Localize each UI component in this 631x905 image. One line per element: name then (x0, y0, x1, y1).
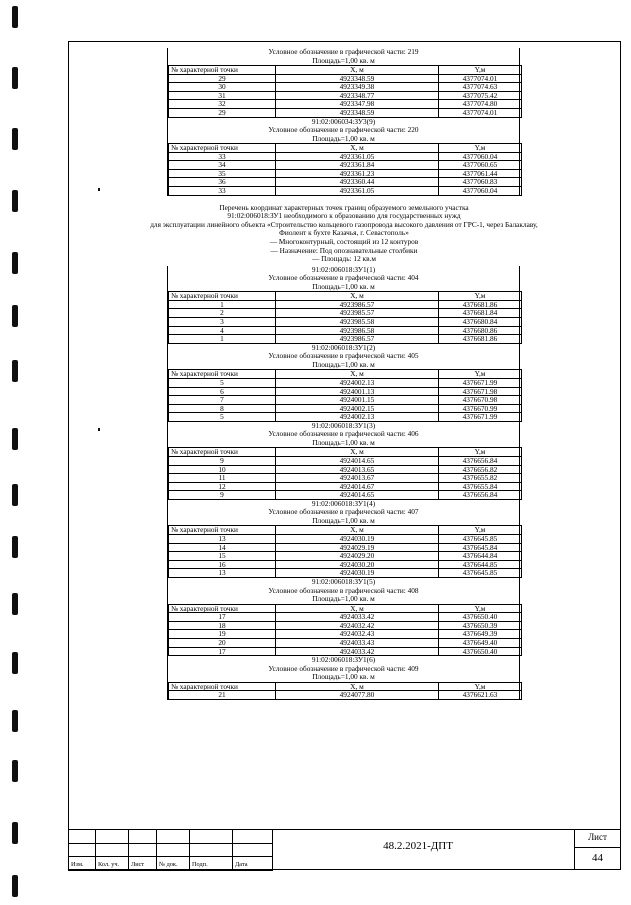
column-header-y: Y,м (439, 144, 522, 153)
table-row (169, 457, 522, 466)
point-number-cell: 33 (169, 187, 276, 196)
table-row (169, 613, 522, 622)
x-coordinate-cell: 4924002.13 (276, 413, 439, 422)
coordinates-table (168, 65, 522, 118)
x-coordinate-cell: 4924014.65 (276, 491, 439, 500)
table-header-row (169, 604, 522, 613)
designation-line: Условное обозначение в графической части: 220 (268, 125, 419, 135)
table-row (169, 326, 522, 335)
x-coordinate-cell: 4924013.65 (276, 465, 439, 474)
stamp-label: № док. (159, 861, 178, 868)
parcel-id: 91:02:006018:ЗУ1(4) (311, 498, 376, 508)
coordinates-table (168, 369, 522, 422)
y-coordinate-cell: 4376681.84 (439, 309, 522, 318)
coordinates-table (168, 525, 522, 578)
point-number-cell: 17 (169, 647, 276, 656)
point-number-cell: 35 (169, 169, 276, 178)
parcel-id: 91:02:006018:ЗУ1(2) (311, 342, 376, 352)
table-row (169, 482, 522, 491)
column-header-x: X, м (276, 682, 439, 691)
x-coordinate-cell: 4923361.84 (276, 161, 439, 170)
point-number-cell: 6 (169, 387, 276, 396)
x-coordinate-cell: 4924030.19 (276, 569, 439, 578)
point-number-cell: 33 (169, 152, 276, 161)
y-coordinate-cell: 4376670.98 (439, 396, 522, 405)
area-line: Площадь=1,00 кв. м (312, 359, 375, 369)
point-number-cell: 18 (169, 621, 276, 630)
table-row (169, 396, 522, 405)
column-header-y: Y,м (439, 682, 522, 691)
stamp-label: Дата (235, 861, 248, 868)
stamp-cell (156, 843, 190, 858)
x-coordinate-cell: 4924032.43 (276, 630, 439, 639)
y-coordinate-cell: 4376671.98 (439, 387, 522, 396)
area-line: Площадь=1,00 кв. м (312, 55, 375, 65)
point-number-cell: 8 (169, 404, 276, 413)
point-number-cell: 21 (169, 691, 276, 700)
coordinates-table (168, 604, 522, 657)
column-header-x: X, м (276, 604, 439, 613)
binding-hole (12, 305, 18, 327)
stamp-cell (232, 843, 273, 858)
parcel-block (167, 118, 520, 196)
column-header-y: Y,м (439, 292, 522, 301)
point-number-cell: 19 (169, 630, 276, 639)
table-row (169, 178, 522, 187)
document-code: 48.2.2021-ДПТ (383, 840, 453, 852)
y-coordinate-cell: 4377074.01 (439, 108, 522, 117)
coordinates-table (168, 143, 522, 196)
coordinates-table (168, 447, 522, 500)
column-header-point: № характерной точки (169, 682, 276, 691)
table-header-row (169, 682, 522, 691)
y-coordinate-cell: 4377060.65 (439, 161, 522, 170)
table-header-row (169, 448, 522, 457)
x-coordinate-cell: 4924033.42 (276, 647, 439, 656)
stamp-cell (189, 829, 233, 844)
y-coordinate-cell: 4376671.99 (439, 378, 522, 387)
x-coordinate-cell: 4923986.58 (276, 326, 439, 335)
column-header-point: № характерной точки (169, 292, 276, 301)
designation-line: Условное обозначение в графической части: 409 (268, 663, 419, 673)
column-header-point: № характерной точки (169, 448, 276, 457)
binding-hole (12, 536, 18, 558)
parcel-id: 91:02:006018:ЗУ1(5) (311, 577, 376, 587)
designation-line: Условное обозначение в графической части: 408 (268, 585, 419, 595)
table-row (169, 300, 522, 309)
binding-strip (4, 0, 20, 905)
point-number-cell: 5 (169, 378, 276, 387)
stamp-cell (68, 829, 96, 844)
y-coordinate-cell: 4376645.85 (439, 535, 522, 544)
y-coordinate-cell: 4377075.42 (439, 91, 522, 100)
parcel-block (167, 344, 520, 422)
area-line: Площадь=1,00 кв. м (312, 133, 375, 143)
stamp-label: Лист (131, 861, 145, 868)
point-number-cell: 9 (169, 491, 276, 500)
area-line: Площадь=1,00 кв. м (312, 594, 375, 604)
section-intro (114, 196, 574, 266)
table-row (169, 309, 522, 318)
x-coordinate-cell: 4923361.23 (276, 169, 439, 178)
x-coordinate-cell: 4923348.59 (276, 108, 439, 117)
parcel-id: 91:02:006018:ЗУ1(6) (311, 655, 376, 665)
binding-hole (12, 760, 18, 782)
binding-hole (12, 252, 18, 274)
y-coordinate-cell: 4376649.40 (439, 638, 522, 647)
point-number-cell: 16 (169, 560, 276, 569)
column-header-y: Y,м (439, 526, 522, 535)
area-line: Площадь=1,00 кв. м (312, 437, 375, 447)
table-header-row (169, 66, 522, 75)
point-number-cell: 34 (169, 161, 276, 170)
y-coordinate-cell: 4376649.39 (439, 630, 522, 639)
table-row (169, 404, 522, 413)
y-coordinate-cell: 4377074.01 (439, 74, 522, 83)
table-row (169, 108, 522, 117)
point-number-cell: 20 (169, 638, 276, 647)
column-header-point: № характерной точки (169, 66, 276, 75)
x-coordinate-cell: 4924029.20 (276, 552, 439, 561)
x-coordinate-cell: 4924029.19 (276, 543, 439, 552)
binding-hole (12, 190, 18, 212)
binding-hole (12, 484, 18, 506)
x-coordinate-cell: 4924033.42 (276, 613, 439, 622)
point-number-cell: 10 (169, 465, 276, 474)
coordinates-table (168, 682, 522, 700)
x-coordinate-cell: 4924077.80 (276, 691, 439, 700)
intro-line1: Перечень координат характерных точек границ образуемого земельного участка (219, 202, 469, 212)
y-coordinate-cell: 4377074.80 (439, 100, 522, 109)
designation-line: Условное обозначение в графической части: 406 (268, 429, 419, 439)
x-coordinate-cell: 4924013.67 (276, 474, 439, 483)
x-coordinate-cell: 4923986.57 (276, 335, 439, 344)
parcel-block (167, 656, 520, 700)
point-number-cell: 7 (169, 396, 276, 405)
binding-hole (12, 710, 18, 732)
y-coordinate-cell: 4376670.99 (439, 404, 522, 413)
stamp-cell (232, 829, 273, 844)
column-header-point: № характерной точки (169, 526, 276, 535)
x-coordinate-cell: 4924002.13 (276, 378, 439, 387)
y-coordinate-cell: 4377061.44 (439, 169, 522, 178)
column-header-x: X, м (276, 526, 439, 535)
table-header-row (169, 370, 522, 379)
x-coordinate-cell: 4924030.19 (276, 535, 439, 544)
area-line: Площадь=1,00 кв. м (312, 515, 375, 525)
column-header-y: Y,м (439, 66, 522, 75)
stamp-cell (189, 843, 233, 858)
column-header-y: Y,м (439, 604, 522, 613)
point-number-cell: 11 (169, 474, 276, 483)
point-number-cell: 1 (169, 300, 276, 309)
x-coordinate-cell: 4924014.67 (276, 482, 439, 491)
y-coordinate-cell: 4376656.82 (439, 465, 522, 474)
x-coordinate-cell: 4923361.05 (276, 187, 439, 196)
point-number-cell: 12 (169, 482, 276, 491)
x-coordinate-cell: 4923985.58 (276, 318, 439, 327)
stamp-cell (156, 829, 190, 844)
point-number-cell: 3 (169, 318, 276, 327)
intro-line7: — Площадь: 12 кв.м (312, 254, 376, 264)
coordinates-table (168, 291, 522, 344)
table-header-row (169, 292, 522, 301)
binding-hole (12, 428, 18, 450)
table-row (169, 100, 522, 109)
point-number-cell: 29 (169, 74, 276, 83)
document-content (150, 47, 538, 700)
y-coordinate-cell: 4376680.86 (439, 326, 522, 335)
y-coordinate-cell: 4376644.84 (439, 552, 522, 561)
x-coordinate-cell: 4923361.05 (276, 152, 439, 161)
point-number-cell: 17 (169, 613, 276, 622)
column-header-point: № характерной точки (169, 370, 276, 379)
stamp-cell (95, 829, 129, 844)
y-coordinate-cell: 4377074.63 (439, 83, 522, 92)
table-row (169, 621, 522, 630)
table-row (169, 187, 522, 196)
x-coordinate-cell: 4924001.13 (276, 387, 439, 396)
designation-line: Условное обозначение в графической части: 407 (268, 507, 419, 517)
point-number-cell: 13 (169, 535, 276, 544)
intro-line3: для эксплуатации линейного объекта «Строительство кольцевого газопровода высокого давления от ГРС-1, через Балаклаву, (150, 219, 538, 229)
y-coordinate-cell: 4377060.83 (439, 178, 522, 187)
point-number-cell: 30 (169, 83, 276, 92)
table-row (169, 378, 522, 387)
column-header-x: X, м (276, 448, 439, 457)
column-header-x: X, м (276, 292, 439, 301)
x-coordinate-cell: 4923348.77 (276, 91, 439, 100)
area-line: Площадь=1,00 кв. м (312, 672, 375, 682)
table-row (169, 91, 522, 100)
x-coordinate-cell: 4924002.15 (276, 404, 439, 413)
point-number-cell: 1 (169, 335, 276, 344)
binding-hole (12, 6, 18, 28)
y-coordinate-cell: 4376656.84 (439, 457, 522, 466)
binding-hole (12, 822, 18, 844)
x-coordinate-cell: 4924001.15 (276, 396, 439, 405)
y-coordinate-cell: 4376681.86 (439, 335, 522, 344)
y-coordinate-cell: 4376650.39 (439, 621, 522, 630)
point-number-cell: 5 (169, 413, 276, 422)
column-header-x: X, м (276, 66, 439, 75)
binding-hole (12, 593, 18, 615)
point-number-cell: 2 (169, 309, 276, 318)
table-row (169, 638, 522, 647)
point-number-cell: 9 (169, 457, 276, 466)
column-header-point: № характерной точки (169, 144, 276, 153)
table-row (169, 543, 522, 552)
stamp-cell (128, 843, 157, 858)
table-row (169, 318, 522, 327)
x-coordinate-cell: 4923986.57 (276, 300, 439, 309)
point-number-cell: 31 (169, 91, 276, 100)
sheet-label: Лист (588, 832, 607, 842)
stamp-label: Кол. уч. (98, 861, 120, 868)
table-row (169, 465, 522, 474)
parcel-id: 91:02:006034:ЗУ3(9) (311, 116, 376, 126)
table-row (169, 74, 522, 83)
parcel-id: 91:02:006018:ЗУ1(1) (311, 264, 376, 274)
y-coordinate-cell: 4376650.40 (439, 613, 522, 622)
table-row (169, 161, 522, 170)
column-header-x: X, м (276, 144, 439, 153)
column-header-x: X, м (276, 370, 439, 379)
parcel-block (167, 578, 520, 656)
parcel-block (167, 48, 520, 118)
y-coordinate-cell: 4376655.82 (439, 474, 522, 483)
table-row (169, 474, 522, 483)
table-header-row (169, 144, 522, 153)
column-header-y: Y,м (439, 370, 522, 379)
y-coordinate-cell: 4376645.84 (439, 543, 522, 552)
designation-line: Условное обозначение в графической части: 405 (268, 351, 419, 361)
intro-line4: Фиолент к бухте Казачья, г. Севастополь» (279, 228, 409, 238)
point-number-cell: 15 (169, 552, 276, 561)
column-header-point: № характерной точки (169, 604, 276, 613)
point-number-cell: 13 (169, 569, 276, 578)
y-coordinate-cell: 4377060.04 (439, 187, 522, 196)
area-line: Площадь=1,00 кв. м (312, 281, 375, 291)
table-row (169, 387, 522, 396)
parcel-id: 91:02:006018:ЗУ1(3) (311, 420, 376, 430)
binding-hole (12, 360, 18, 382)
table-row (169, 535, 522, 544)
stamp-cell (95, 843, 129, 858)
binding-hole (12, 652, 18, 674)
x-coordinate-cell: 4924030.20 (276, 560, 439, 569)
point-number-cell: 36 (169, 178, 276, 187)
table-row (169, 152, 522, 161)
x-coordinate-cell: 4923360.44 (276, 178, 439, 187)
binding-hole (12, 875, 18, 897)
y-coordinate-cell: 4377060.04 (439, 152, 522, 161)
x-coordinate-cell: 4924033.43 (276, 638, 439, 647)
x-coordinate-cell: 4924014.65 (276, 457, 439, 466)
x-coordinate-cell: 4923347.98 (276, 100, 439, 109)
y-coordinate-cell: 4376671.99 (439, 413, 522, 422)
table-row (169, 560, 522, 569)
intro-line6: — Назначение: Под опознавательные столбики (270, 245, 418, 255)
stamp-cell (68, 843, 96, 858)
x-coordinate-cell: 4923348.59 (276, 74, 439, 83)
table-row (169, 169, 522, 178)
designation-line: Условное обозначение в графической части: 404 (268, 273, 419, 283)
parcel-block (167, 422, 520, 500)
y-coordinate-cell: 4376680.84 (439, 318, 522, 327)
y-coordinate-cell: 4376681.86 (439, 300, 522, 309)
parcel-block (167, 500, 520, 578)
parcel-block (167, 266, 520, 344)
stamp-label: Изм. (71, 861, 84, 868)
sheet-number: 44 (592, 852, 603, 864)
y-coordinate-cell: 4376645.85 (439, 569, 522, 578)
x-coordinate-cell: 4924032.42 (276, 621, 439, 630)
y-coordinate-cell: 4376644.85 (439, 560, 522, 569)
y-coordinate-cell: 4376656.84 (439, 491, 522, 500)
point-number-cell: 4 (169, 326, 276, 335)
y-coordinate-cell: 4376655.84 (439, 482, 522, 491)
intro-line5: — Многоконтурный, состоящий из 12 контуров (269, 237, 419, 246)
y-coordinate-cell: 4376650.40 (439, 647, 522, 656)
stamp-cell (128, 829, 157, 844)
table-row (169, 691, 522, 700)
table-row (169, 630, 522, 639)
stamp-label: Подп. (192, 861, 208, 868)
designation-line: Условное обозначение в графической части: 219 (268, 47, 419, 56)
intro-line2: 91:02:006018:ЗУ1 необходимого к образованию для государственных нужд (227, 211, 461, 221)
point-number-cell: 29 (169, 108, 276, 117)
point-number-cell: 32 (169, 100, 276, 109)
x-coordinate-cell: 4923985.57 (276, 309, 439, 318)
binding-hole (12, 67, 18, 89)
binding-hole (12, 128, 18, 150)
point-number-cell: 14 (169, 543, 276, 552)
table-row (169, 83, 522, 92)
table-row (169, 552, 522, 561)
column-header-y: Y,м (439, 448, 522, 457)
x-coordinate-cell: 4923349.38 (276, 83, 439, 92)
table-header-row (169, 526, 522, 535)
y-coordinate-cell: 4376621.63 (439, 691, 522, 700)
